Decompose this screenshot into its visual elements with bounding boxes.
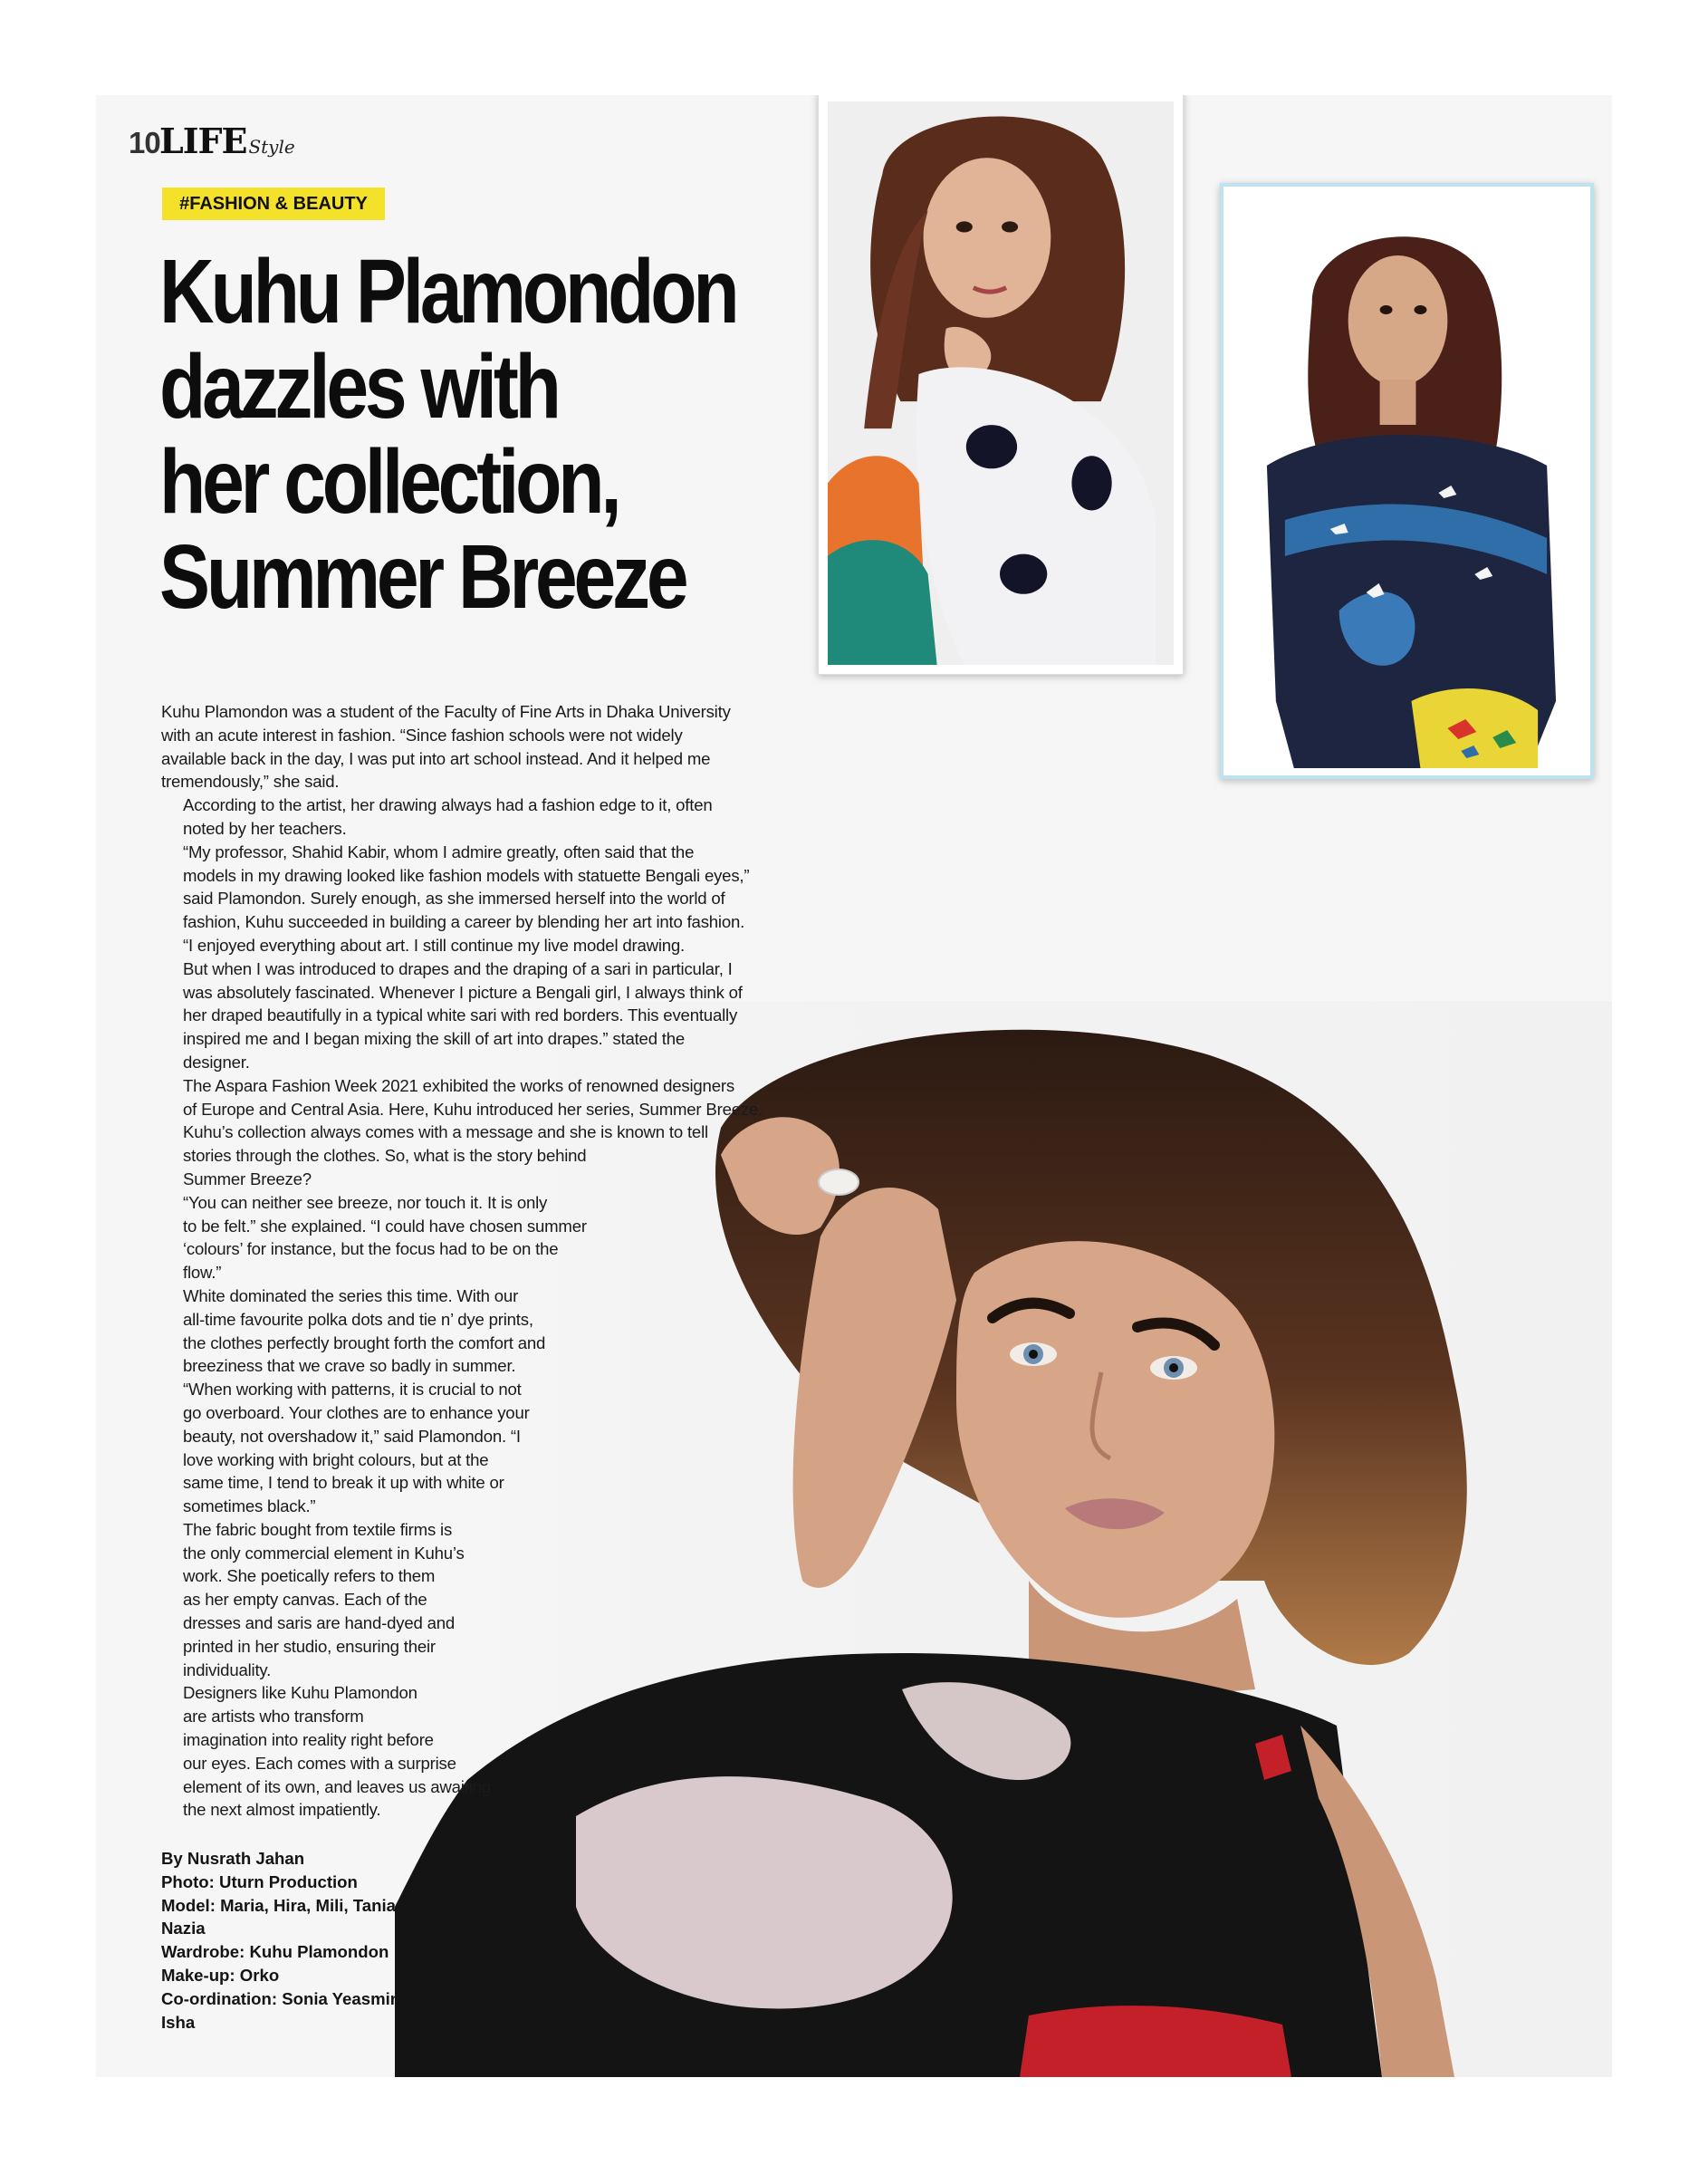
- article-line: “You can neither see breeze, nor touch it. It is only: [183, 1192, 548, 1212]
- article-line: same time, I tend to break it up with white or: [183, 1473, 504, 1493]
- credit-line: By Nusrath Jahan: [161, 1849, 305, 1868]
- blue-print-photo-illustration: [1231, 194, 1583, 768]
- article-line: Kuhu Plamondon was a student of the Faculty of Fine Arts in Dhaka University: [161, 702, 731, 721]
- article-paragraph: [161, 1074, 795, 1191]
- logo-main-text: LIFE: [159, 120, 247, 161]
- article-line: According to the artist, her drawing always had a fashion edge to it, often: [183, 795, 713, 815]
- headline: [159, 241, 736, 628]
- article-line: beauty, not overshadow it,” said Plamondon. “I: [183, 1426, 521, 1446]
- article-line: “My professor, Shahid Kabir, whom I admire greatly, often said that the: [183, 842, 695, 861]
- article-line: tremendously,” she said.: [161, 772, 340, 792]
- article-line: “When working with patterns, it is crucial to not: [183, 1380, 522, 1400]
- article-line: printed in her studio, ensuring their: [183, 1636, 436, 1656]
- article-line: said Plamondon. Surely enough, as she immersed herself into the world of: [183, 889, 725, 909]
- article-line: go overboard. Your clothes are to enhance your: [183, 1402, 530, 1422]
- article-line: ‘colours’ for instance, but the focus had to be on the: [183, 1239, 559, 1259]
- article-line: available back in the day, I was put into art school instead. And it helped me: [161, 748, 711, 768]
- article-line: of Europe and Central Asia. Here, Kuhu introduced her series, Summer Breeze.: [183, 1099, 763, 1119]
- article-line: as her empty canvas. Each of the: [183, 1590, 427, 1610]
- article-paragraph: [161, 934, 795, 1074]
- credits-block: [161, 1847, 505, 2034]
- article-line: to be felt.” she explained. “I could have chosen summer: [183, 1216, 587, 1236]
- article-line: stories through the clothes. So, what is the story behind: [183, 1146, 587, 1166]
- article-paragraph: [161, 1518, 795, 1682]
- article-line: was absolutely fascinated. Whenever I picture a Bengali girl, I always think of: [183, 982, 743, 1002]
- article-paragraph: [161, 1378, 795, 1518]
- headline-line: Summer Breeze: [159, 526, 686, 628]
- model-photo-polka-dots: [818, 95, 1184, 675]
- polka-dot-photo-illustration: [828, 101, 1174, 665]
- article-line: “I enjoyed everything about art. I still continue my live model drawing.: [183, 935, 686, 955]
- logo-script-text: Style: [248, 136, 295, 158]
- article-paragraph: [161, 1191, 795, 1284]
- article-paragraph: [161, 794, 795, 841]
- credit-line: Co-ordination: Sonia Yeasmin: [161, 1988, 401, 2008]
- article-line: the next almost impatiently.: [183, 1800, 381, 1820]
- magazine-page: [96, 95, 1612, 2077]
- article-line: The fabric bought from textile firms is: [183, 1519, 453, 1539]
- article-line: with an acute interest in fashion. “Since fashion schools were not widely: [161, 725, 683, 745]
- article-line: love working with bright colours, but at the: [183, 1449, 489, 1469]
- article-line: all-time favourite polka dots and tie n’ dye prints,: [183, 1309, 533, 1329]
- model-photo-blue-print: [1220, 183, 1594, 779]
- article-line: work. She poetically refers to them: [183, 1566, 436, 1586]
- credit-line: Wardrobe: Kuhu Plamondon: [161, 1942, 389, 1962]
- article-line: the clothes perfectly brought forth the comfort and: [183, 1332, 546, 1352]
- life-style-logo: [159, 120, 295, 168]
- article-paragraph: [161, 841, 795, 934]
- article-line: The Aspara Fashion Week 2021 exhibited the works of renowned designers: [183, 1075, 734, 1095]
- article-line: Designers like Kuhu Plamondon: [183, 1683, 417, 1703]
- headline-line: Kuhu Plamondon: [159, 241, 736, 342]
- headline-line: her collection,: [159, 431, 619, 533]
- page-number: 10: [129, 126, 160, 159]
- article-line: are artists who transform: [183, 1707, 364, 1727]
- article-line: Kuhu’s collection always comes with a message and she is known to tell: [183, 1122, 708, 1142]
- article-paragraph: [161, 700, 795, 794]
- credit-line: Model: Maria, Hira, Mili, Tania, Efa,: [161, 1895, 437, 1915]
- article-line: the only commercial element in Kuhu’s: [183, 1543, 465, 1563]
- credit-line: Make-up: Orko: [161, 1965, 280, 1985]
- article-paragraph: [161, 1284, 795, 1378]
- article-line: individuality.: [183, 1659, 272, 1679]
- article-line: Summer Breeze?: [183, 1169, 312, 1188]
- article-line: imagination into reality right before: [183, 1730, 434, 1750]
- article-line: models in my drawing looked like fashion models with statuette Bengali eyes,”: [183, 865, 750, 885]
- article-line: element of its own, and leaves us awaiting: [183, 1776, 491, 1796]
- credit-line: Photo: Uturn Production: [161, 1871, 358, 1891]
- article-paragraph: [161, 1681, 795, 1822]
- article-line: noted by her teachers.: [183, 818, 347, 838]
- article-line: inspired me and I began mixing the skill of art into drapes.” stated the: [183, 1029, 686, 1049]
- article-line: sometimes black.”: [183, 1496, 316, 1516]
- credit-line: Nazia: [161, 1919, 206, 1938]
- article-line: our eyes. Each comes with a surprise: [183, 1753, 456, 1773]
- article-line: fashion, Kuhu succeeded in building a career by blending her art into fashion.: [183, 912, 745, 932]
- section-tag: #FASHION & BEAUTY: [162, 188, 385, 220]
- article-line: But when I was introduced to drapes and the draping of a sari in particular, I: [183, 958, 733, 978]
- article-line: breeziness that we crave so badly in summer.: [183, 1356, 516, 1376]
- article-line: her draped beautifully in a typical white sari with red borders. This eventually: [183, 1005, 738, 1025]
- article-line: flow.”: [183, 1263, 222, 1283]
- headline-line: dazzles with: [159, 336, 558, 438]
- article-body: [161, 700, 795, 1822]
- credit-line: Isha: [161, 2012, 196, 2032]
- article-line: designer.: [183, 1052, 250, 1072]
- article-line: dresses and saris are hand-dyed and: [183, 1613, 455, 1633]
- article-line: White dominated the series this time. With our: [183, 1285, 519, 1305]
